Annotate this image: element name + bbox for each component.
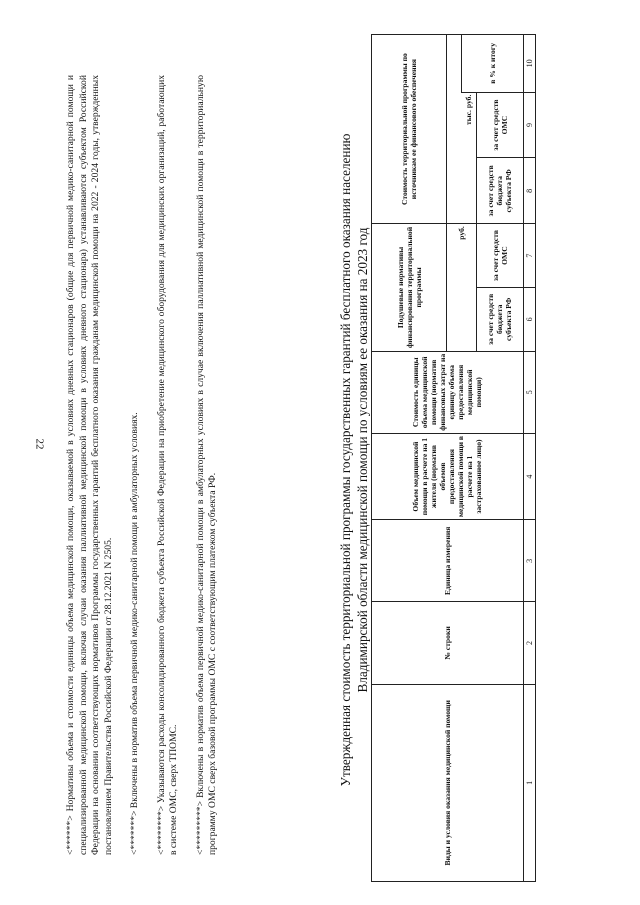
column-number: 9 <box>523 92 535 158</box>
header-row-number: № строки <box>372 602 524 684</box>
header-volume: Объем медицинской помощи в расчете на 1 жителя (норматив объемов предоставления медицинской помощи в расчете на 1 застрахованное лицо) <box>372 433 524 519</box>
header-budget-thousand: за счет средств бюджета субъекта РФ <box>476 158 523 224</box>
column-number: 7 <box>523 224 535 288</box>
header-unit-cost: Стоимость единицы объема медицинской помощи (норматив финансовых затрат на единицу объема предоставления медицинской помощи) <box>372 351 524 433</box>
footnote: <********> Указываются расходы консолидированного бюджета субъекта Российской Федерации на приобретение медицинского оборудования для медицинских организаций, работающих в системе ОМС, сверх ТПОМС. <box>155 75 179 855</box>
header-program-cost: Стоимость территориальной программы по источникам ее финансового обеспечения <box>372 35 447 224</box>
header-rub-unit: руб. <box>447 224 477 351</box>
column-number: 6 <box>523 287 535 351</box>
header-unit: Единица измерения <box>372 520 524 602</box>
title-line-2: Владимирской области медицинской помощи по условиям ее оказания на 2023 год <box>355 227 370 693</box>
footnotes <box>65 75 234 855</box>
cost-table <box>371 34 536 882</box>
header-row-1 <box>372 35 447 882</box>
header-thousand-rub-unit: тыс. руб. <box>462 92 477 224</box>
column-number: 8 <box>523 158 535 224</box>
footnote: <*******> Включены в норматив объема первичной медико-санитарной помощи в амбулаторных условиях. <box>129 412 140 855</box>
column-number: 4 <box>523 433 535 519</box>
document-title <box>337 30 371 890</box>
column-number: 10 <box>523 35 535 93</box>
header-oms-rub: за счет средств ОМС <box>476 224 523 288</box>
header-oms-thousand: за счет средств ОМС <box>476 92 523 158</box>
footnote: <*********> Включены в норматив объема первичной медико-санитарной помощи в амбулаторных условиях в случае включения паллиативной медицинской помощи в территориальную программу ОМС сверх базовой программы ОМС с соответствующим платежом субъекта РФ. <box>194 75 218 855</box>
rotated-page-content <box>15 30 625 890</box>
page-number: 22 <box>33 438 46 450</box>
title-line-1: Утвержденная стоимость территориальной программы государственных гарантий бесплатного оказания населению <box>338 133 353 787</box>
header-care-types: Виды и условия оказания медицинской помощи <box>372 684 524 881</box>
column-number-row <box>523 35 535 882</box>
column-number: 2 <box>523 602 535 684</box>
column-number: 5 <box>523 351 535 433</box>
column-number: 1 <box>523 684 535 881</box>
column-number: 3 <box>523 520 535 602</box>
header-budget-rub: за счет средств бюджета субъекта РФ <box>476 287 523 351</box>
header-per-capita-norms: Подушевые нормативы финансирования территориальной программы <box>372 224 447 351</box>
header-percent: в % к итогу <box>462 35 524 93</box>
footnote: <******> Нормативы объема и стоимости единицы объема медицинской помощи, оказываемой в условиях дневных стационаров (общие для первичной медико-санитарной помощи и специализированной медицинской помощи, включая случаи оказания паллиативной медицинской помощи в условиях дневного стационара) устанавливаются субъектом Российской Федерации на основании соответствующих нормативов Программы государственных гарантий бесплатного оказания гражданам медицинской помощи на 2022 - 2024 годы, утвержденных постановлением Правительства Российской Федерации от 28.12.2021 N 2505. <box>65 75 114 855</box>
